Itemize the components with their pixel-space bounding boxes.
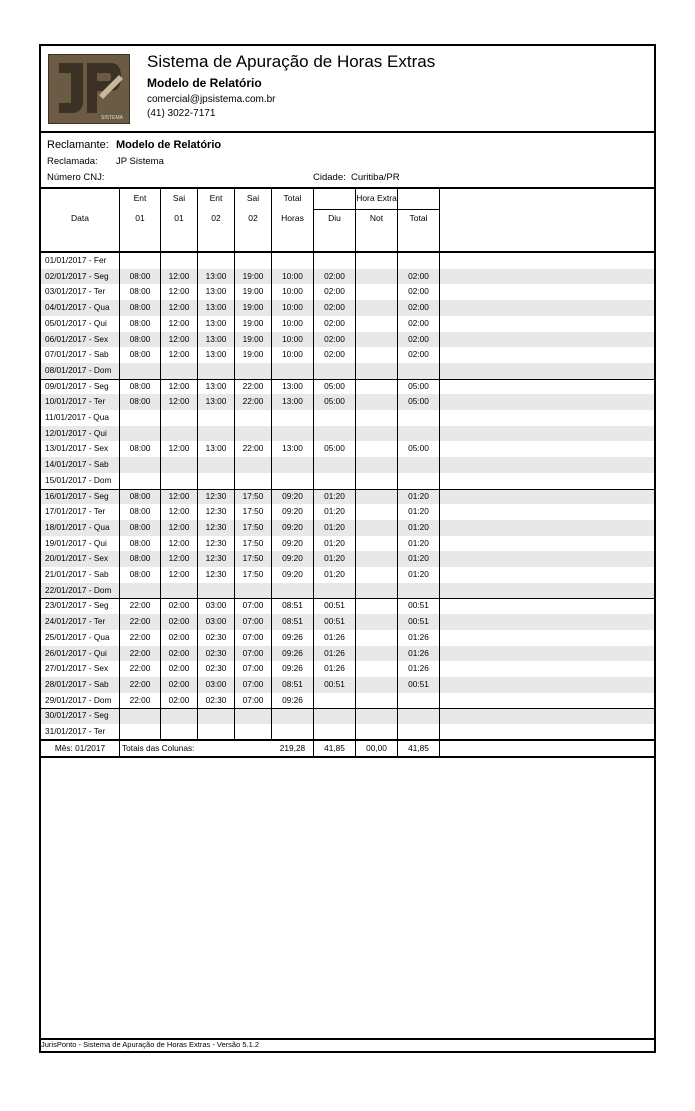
- col-he-total: Total: [409, 213, 428, 223]
- row-date: 25/01/2017 - Qua: [45, 631, 110, 642]
- row-sai2: 07:00: [242, 631, 264, 642]
- table-row: [41, 598, 654, 614]
- row-date: 28/01/2017 - Sab: [45, 678, 109, 689]
- totals-diu: 41,85: [324, 743, 345, 753]
- row-date: 20/01/2017 - Sex: [45, 553, 109, 564]
- row-total-horas: 08:51: [282, 678, 303, 689]
- row-sai1: 12:00: [168, 286, 190, 297]
- row-date: 30/01/2017 - Seg: [45, 710, 109, 721]
- row-diu: 05:00: [324, 396, 345, 407]
- table-row: [41, 630, 654, 646]
- row-he-total: 00:51: [408, 678, 429, 689]
- table-row: [41, 457, 654, 473]
- table-row: [41, 536, 654, 552]
- column-divider: [160, 189, 161, 739]
- row-date: 27/01/2017 - Sex: [45, 663, 109, 674]
- reclamante-value: Modelo de Relatório: [116, 139, 222, 151]
- row-total-horas: 09:20: [282, 537, 303, 548]
- row-total-horas: 09:26: [282, 631, 303, 642]
- row-date: 24/01/2017 - Ter: [45, 616, 106, 627]
- row-ent1: 22:00: [129, 631, 151, 642]
- row-total-horas: 08:51: [282, 616, 303, 627]
- row-he-total: 01:20: [408, 537, 429, 548]
- row-total-horas: 13:00: [282, 443, 303, 454]
- row-ent1: 08:00: [129, 380, 151, 391]
- row-total-horas: 10:00: [282, 349, 303, 360]
- row-total-horas: 10:00: [282, 317, 303, 328]
- reclamante-label: Reclamante:: [47, 139, 109, 151]
- row-ent1: 08:00: [129, 537, 151, 548]
- row-sai1: 02:00: [168, 616, 190, 627]
- table-row: [41, 284, 654, 300]
- week-separator: [41, 489, 654, 490]
- totals-divider: [313, 741, 314, 756]
- row-sai2: 22:00: [242, 443, 264, 454]
- col-sai2-bottom: 02: [248, 213, 258, 223]
- row-date: 15/01/2017 - Dom: [45, 474, 112, 485]
- row-sai1: 12:00: [168, 380, 190, 391]
- row-sai2: 17:50: [242, 569, 264, 579]
- row-sai2: 22:00: [242, 396, 264, 407]
- col-sai2-top: Sai: [246, 193, 260, 203]
- contact-email: comercial@jpsistema.com.br: [147, 94, 276, 105]
- report-page: [39, 44, 656, 1053]
- row-sai1: 02:00: [168, 631, 190, 642]
- row-sai1: 12:00: [168, 270, 190, 281]
- reclamada-value: JP Sistema: [116, 156, 164, 167]
- row-he-total: 02:00: [408, 333, 429, 344]
- row-ent1: 22:00: [129, 663, 151, 674]
- report-header: [41, 46, 654, 133]
- table-row: [41, 473, 654, 489]
- report-title: Sistema de Apuração de Horas Extras: [147, 52, 436, 71]
- totals-divider: [119, 741, 120, 756]
- cnj-label: Número CNJ:: [47, 172, 105, 183]
- row-he-total: 02:00: [408, 349, 429, 360]
- row-diu: 01:26: [324, 663, 345, 674]
- row-ent1: 08:00: [129, 317, 151, 328]
- row-sai1: 12:00: [168, 490, 190, 501]
- totals-total: 41,85: [408, 743, 429, 753]
- row-sai2: 22:00: [242, 380, 264, 391]
- column-divider: [197, 189, 198, 739]
- row-total-horas: 09:20: [282, 553, 303, 564]
- row-diu: 02:00: [324, 317, 345, 328]
- row-ent2: 02:30: [205, 631, 227, 642]
- row-sai2: 07:00: [242, 616, 264, 627]
- row-ent1: 08:00: [129, 270, 151, 281]
- company-logo: [48, 54, 130, 124]
- row-he-total: 00:51: [408, 600, 429, 611]
- table-row: [41, 300, 654, 316]
- row-diu: 02:00: [324, 349, 345, 360]
- row-ent2: 13:00: [205, 443, 227, 454]
- row-ent2: 13:00: [205, 317, 227, 328]
- row-date: 23/01/2017 - Seg: [45, 600, 109, 611]
- table-row: [41, 489, 654, 505]
- row-he-total: 01:26: [408, 631, 429, 642]
- row-date: 01/01/2017 - Fer: [45, 255, 107, 265]
- row-diu: 01:20: [324, 553, 345, 564]
- row-ent2: 02:30: [205, 647, 227, 658]
- totals-horas: 219,28: [279, 743, 306, 753]
- row-sai1: 02:00: [168, 694, 190, 705]
- row-total-horas: 09:20: [282, 521, 303, 532]
- row-sai1: 12:00: [168, 333, 190, 344]
- row-ent2: 12:30: [205, 553, 227, 564]
- row-ent2: 13:00: [205, 333, 227, 344]
- row-date: 06/01/2017 - Sex: [45, 333, 109, 344]
- row-total-horas: 09:20: [282, 569, 303, 579]
- row-diu: 02:00: [324, 270, 345, 281]
- column-divider: [397, 189, 398, 739]
- col-not: Not: [369, 213, 384, 223]
- table-header: [41, 189, 654, 253]
- row-sai1: 12:00: [168, 396, 190, 407]
- row-date: 09/01/2017 - Seg: [45, 380, 109, 391]
- row-sai1: 12:00: [168, 553, 190, 564]
- row-total-horas: 10:00: [282, 270, 303, 281]
- row-he-total: 01:26: [408, 647, 429, 658]
- totals-divider: [439, 741, 440, 756]
- row-sai2: 17:50: [242, 490, 264, 501]
- row-total-horas: 09:26: [282, 647, 303, 658]
- totals-month: Mês: 01/2017: [54, 743, 106, 753]
- row-he-total: 01:20: [408, 553, 429, 564]
- row-date: 07/01/2017 - Sab: [45, 349, 109, 360]
- column-divider: [439, 189, 440, 739]
- row-total-horas: 13:00: [282, 396, 303, 407]
- row-he-total: 05:00: [408, 380, 429, 391]
- row-ent1: 08:00: [129, 553, 151, 564]
- table-row: [41, 661, 654, 677]
- row-he-total: 02:00: [408, 317, 429, 328]
- logo-subtext: SISTEMA: [101, 115, 123, 121]
- table-row: [41, 567, 654, 583]
- row-diu: 01:20: [324, 537, 345, 548]
- report-subtitle: Modelo de Relatório: [147, 76, 262, 90]
- row-sai2: 17:50: [242, 521, 264, 532]
- row-ent1: 22:00: [129, 616, 151, 627]
- week-separator: [41, 379, 654, 380]
- row-ent2: 02:30: [205, 663, 227, 674]
- row-date: 03/01/2017 - Ter: [45, 286, 106, 297]
- row-total-horas: 09:26: [282, 663, 303, 674]
- row-he-total: 01:20: [408, 569, 429, 579]
- table-row: [41, 693, 654, 709]
- col-sai1-bottom: 01: [174, 213, 184, 223]
- case-info: [41, 133, 654, 189]
- row-date: 10/01/2017 - Ter: [45, 396, 106, 407]
- table-row: [41, 520, 654, 536]
- totals-label: Totais das Colunas:: [122, 743, 195, 753]
- row-date: 22/01/2017 - Dom: [45, 584, 112, 595]
- table-row: [41, 379, 654, 395]
- totals-divider: [355, 741, 356, 756]
- row-he-total: 01:26: [408, 663, 429, 674]
- row-sai1: 02:00: [168, 663, 190, 674]
- table-row: [41, 269, 654, 285]
- row-sai2: 07:00: [242, 678, 264, 689]
- table-row: [41, 426, 654, 442]
- row-date: 29/01/2017 - Dom: [45, 694, 112, 705]
- row-ent1: 08:00: [129, 396, 151, 407]
- row-ent1: 08:00: [129, 443, 151, 454]
- table-row: [41, 504, 654, 520]
- table-row: [41, 708, 654, 724]
- contact-phone: (41) 3022-7171: [147, 108, 216, 119]
- row-ent1: 22:00: [129, 694, 151, 705]
- row-date: 18/01/2017 - Qua: [45, 521, 110, 532]
- row-total-horas: 13:00: [282, 380, 303, 391]
- row-sai1: 12:00: [168, 317, 190, 328]
- row-sai2: 19:00: [242, 286, 264, 297]
- row-ent1: 08:00: [129, 521, 151, 532]
- row-ent2: 13:00: [205, 270, 227, 281]
- row-ent1: 08:00: [129, 302, 151, 313]
- col-ent2-top: Ent: [209, 193, 223, 203]
- row-sai2: 07:00: [242, 647, 264, 658]
- row-total-horas: 10:00: [282, 286, 303, 297]
- table-row: [41, 551, 654, 567]
- row-sai1: 12:00: [168, 521, 190, 532]
- row-diu: 02:00: [324, 333, 345, 344]
- row-diu: 05:00: [324, 380, 345, 391]
- row-sai1: 12:00: [168, 506, 190, 517]
- row-ent2: 03:00: [205, 616, 227, 627]
- row-diu: 02:00: [324, 286, 345, 297]
- row-he-total: 05:00: [408, 443, 429, 454]
- row-ent2: 03:00: [205, 678, 227, 689]
- table-row: [41, 410, 654, 426]
- row-sai2: 17:50: [242, 537, 264, 548]
- table-row: [41, 253, 654, 269]
- row-date: 16/01/2017 - Seg: [45, 490, 109, 501]
- cidade-label: Cidade:: [313, 172, 346, 183]
- column-divider: [271, 189, 272, 739]
- col-diu: Diu: [328, 213, 341, 223]
- col-ent2-bottom: 02: [211, 213, 221, 223]
- row-ent2: 13:00: [205, 302, 227, 313]
- row-ent2: 12:30: [205, 490, 227, 501]
- footer-version: JurisPonto - Sistema de Apuração de Horas Extras - Versão 5.1.2: [41, 1038, 654, 1051]
- row-diu: 01:20: [324, 521, 345, 532]
- column-divider: [119, 189, 120, 739]
- row-ent2: 12:30: [205, 521, 227, 532]
- table-row: [41, 614, 654, 630]
- row-sai1: 12:00: [168, 349, 190, 360]
- row-ent1: 08:00: [129, 506, 151, 517]
- table-row: [41, 316, 654, 332]
- row-date: 11/01/2017 - Qua: [45, 412, 109, 422]
- row-date: 02/01/2017 - Seg: [45, 270, 109, 281]
- row-ent2: 13:00: [205, 286, 227, 297]
- cidade-value: Curitiba/PR: [351, 172, 400, 183]
- row-date: 17/01/2017 - Ter: [45, 506, 106, 517]
- row-diu: 01:26: [324, 631, 345, 642]
- column-divider: [313, 189, 314, 739]
- row-sai1: 12:00: [168, 302, 190, 313]
- totals-not: 00,00: [366, 743, 387, 753]
- row-date: 08/01/2017 - Dom: [45, 364, 112, 375]
- table-row: [41, 583, 654, 599]
- row-sai1: 02:00: [168, 600, 190, 611]
- row-he-total: 01:20: [408, 521, 429, 532]
- row-ent1: 08:00: [129, 490, 151, 501]
- row-ent2: 13:00: [205, 396, 227, 407]
- row-date: 04/01/2017 - Qua: [45, 302, 110, 313]
- row-ent2: 12:30: [205, 537, 227, 548]
- row-ent1: 22:00: [129, 678, 151, 689]
- row-total-horas: 09:20: [282, 506, 303, 517]
- row-he-total: 02:00: [408, 286, 429, 297]
- table-row: [41, 363, 654, 379]
- column-divider: [234, 189, 235, 739]
- table-row: [41, 724, 654, 740]
- row-diu: 00:51: [324, 616, 345, 627]
- row-sai1: 12:00: [168, 537, 190, 548]
- row-sai1: 02:00: [168, 647, 190, 658]
- totals-row: [41, 739, 654, 758]
- row-sai1: 12:00: [168, 443, 190, 454]
- row-sai2: 07:00: [242, 663, 264, 674]
- table-row: [41, 677, 654, 693]
- row-total-horas: 10:00: [282, 302, 303, 313]
- row-total-horas: 10:00: [282, 333, 303, 344]
- row-sai1: 02:00: [168, 678, 190, 689]
- totals-divider: [397, 741, 398, 756]
- row-ent1: 08:00: [129, 286, 151, 297]
- col-data: Data: [71, 213, 89, 223]
- row-date: 05/01/2017 - Qui: [45, 317, 107, 328]
- col-total-bottom: Horas: [281, 213, 304, 223]
- row-date: 19/01/2017 - Qui: [45, 537, 107, 548]
- row-sai1: 12:00: [168, 569, 190, 579]
- row-diu: 05:00: [324, 443, 345, 454]
- week-separator: [41, 598, 654, 599]
- reclamada-label: Reclamada:: [47, 156, 98, 167]
- table-row: [41, 646, 654, 662]
- row-ent2: 12:30: [205, 506, 227, 517]
- row-diu: 01:26: [324, 647, 345, 658]
- column-divider: [355, 189, 356, 739]
- row-sai2: 07:00: [242, 694, 264, 705]
- hora-extra-header: Hora Extra: [356, 193, 397, 203]
- row-ent1: 08:00: [129, 333, 151, 344]
- row-ent1: 22:00: [129, 600, 151, 611]
- row-ent2: 02:30: [205, 694, 227, 705]
- row-total-horas: 09:26: [282, 694, 303, 705]
- row-he-total: 02:00: [408, 270, 429, 281]
- col-ent1-top: Ent: [133, 193, 147, 203]
- row-diu: 01:20: [324, 569, 345, 579]
- row-date: 21/01/2017 - Sab: [45, 569, 109, 579]
- row-ent2: 13:00: [205, 380, 227, 391]
- row-ent2: 13:00: [205, 349, 227, 360]
- col-ent1-bottom: 01: [135, 213, 145, 223]
- row-diu: 01:20: [324, 490, 345, 501]
- row-date: 31/01/2017 - Ter: [45, 726, 106, 736]
- row-sai2: 17:50: [242, 553, 264, 564]
- row-diu: 01:20: [324, 506, 345, 517]
- table-row: [41, 332, 654, 348]
- table-row: [41, 347, 654, 363]
- row-he-total: 00:51: [408, 616, 429, 627]
- col-sai1-top: Sai: [172, 193, 186, 203]
- row-sai2: 17:50: [242, 506, 264, 517]
- hora-extra-divider: [314, 209, 439, 210]
- row-ent1: 22:00: [129, 647, 151, 658]
- col-total-top: Total: [283, 193, 302, 203]
- row-diu: 00:51: [324, 678, 345, 689]
- row-date: 13/01/2017 - Sex: [45, 443, 109, 454]
- row-sai2: 19:00: [242, 302, 264, 313]
- row-diu: 00:51: [324, 600, 345, 611]
- row-date: 12/01/2017 - Qui: [45, 427, 107, 438]
- week-separator: [41, 708, 654, 709]
- row-total-horas: 09:20: [282, 490, 303, 501]
- table-row: [41, 441, 654, 457]
- row-sai2: 19:00: [242, 349, 264, 360]
- row-date: 14/01/2017 - Sab: [45, 459, 109, 470]
- row-sai2: 19:00: [242, 333, 264, 344]
- row-ent1: 08:00: [129, 349, 151, 360]
- row-he-total: 01:20: [408, 506, 429, 517]
- table-row: [41, 394, 654, 410]
- row-ent1: 08:00: [129, 569, 151, 579]
- row-he-total: 05:00: [408, 396, 429, 407]
- row-sai2: 19:00: [242, 317, 264, 328]
- row-date: 26/01/2017 - Qui: [45, 647, 107, 658]
- row-total-horas: 08:51: [282, 600, 303, 611]
- row-ent2: 03:00: [205, 600, 227, 611]
- row-ent2: 12:30: [205, 569, 227, 579]
- row-he-total: 01:20: [408, 490, 429, 501]
- row-sai2: 19:00: [242, 270, 264, 281]
- row-diu: 02:00: [324, 302, 345, 313]
- row-he-total: 02:00: [408, 302, 429, 313]
- row-sai2: 07:00: [242, 600, 264, 611]
